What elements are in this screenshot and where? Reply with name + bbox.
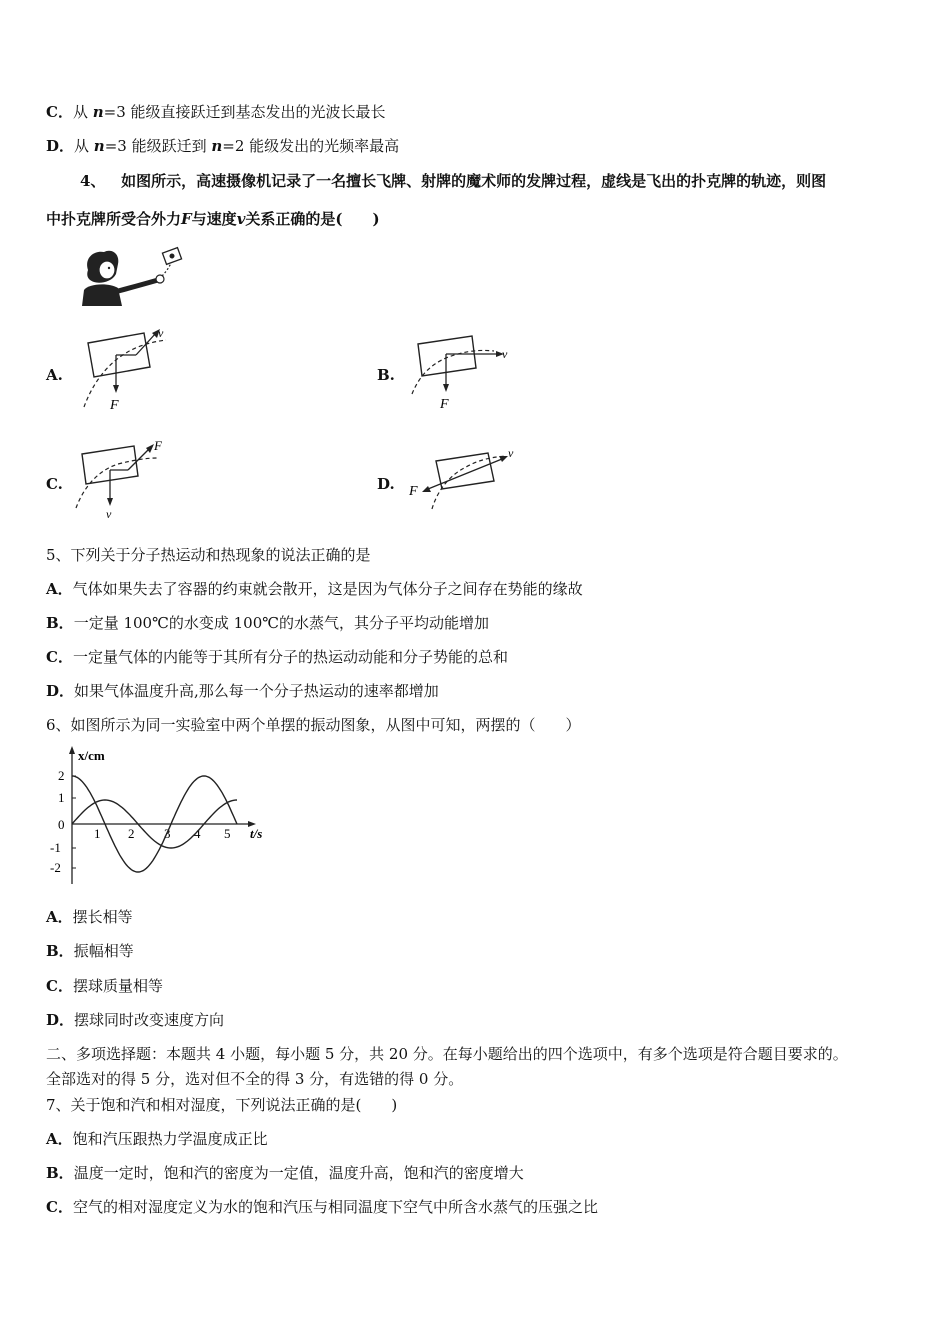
x-tick: 2 bbox=[128, 826, 135, 841]
q5-option-d: D．如果气体温度升高,那么每一个分子热运动的速率都增加 bbox=[46, 682, 439, 700]
x-tick: 5 bbox=[224, 826, 231, 841]
q5-option-c: C．一定量气体的内能等于其所有分子的热运动动能和分子势能的总和 bbox=[46, 648, 508, 666]
q7-stem: 7、关于饱和汽和相对湿度，下列说法正确的是( ) bbox=[46, 1096, 398, 1114]
q7-option-b: B．温度一定时，饱和汽的密度为一定值，温度升高，饱和汽的密度增大 bbox=[46, 1164, 524, 1182]
q4-option-c-label: C. bbox=[46, 475, 63, 493]
y-tick: -1 bbox=[50, 840, 61, 855]
velocity-label: v bbox=[158, 326, 164, 340]
q3-option-d: D．从 n=3 能级跃迁到 n=2 能级发出的光频率最高 bbox=[46, 137, 400, 155]
q6-option-d: D．摆球同时改变速度方向 bbox=[46, 1011, 225, 1029]
q5-stem: 5、下列关于分子热运动和热现象的说法正确的是 bbox=[46, 546, 371, 564]
q7-option-a: A．饱和汽压跟热力学温度成正比 bbox=[46, 1130, 268, 1148]
y-tick: 0 bbox=[58, 817, 65, 832]
q4-option-b-label: B. bbox=[377, 366, 395, 384]
x-tick: 1 bbox=[94, 826, 101, 841]
section2-instructions-line1: 二、多项选择题：本题共 4 小题，每小题 5 分，共 20 分。在每小题给出的四个选项中，有多个选项是符合题目要求的。 bbox=[46, 1045, 848, 1063]
q4-option-b-figure bbox=[408, 330, 518, 415]
q5-option-a: A．气体如果失去了容器的约束就会散开，这是因为气体分子之间存在势能的缘故 bbox=[46, 580, 583, 598]
force-label: F bbox=[110, 398, 119, 413]
q4-stem-line1: 4、 如图所示，高速摄像机记录了一名擅长飞牌、射牌的魔术师的发牌过程，虚线是飞出的扑克牌的轨迹，则图 bbox=[80, 172, 827, 190]
y-axis-label: x/cm bbox=[78, 748, 105, 763]
velocity-label: v bbox=[502, 347, 508, 361]
q6-stem: 6、如图所示为同一实验室中两个单摆的振动图象，从图中可知，两摆的（ ） bbox=[46, 716, 581, 734]
q6-oscillation-graph bbox=[44, 744, 274, 890]
q4-option-d-figure bbox=[406, 443, 526, 513]
q4-option-c-figure bbox=[72, 436, 172, 521]
q4-option-d-label: D. bbox=[377, 475, 395, 493]
q5-option-b: B．一定量 100℃的水变成 100℃的水蒸气，其分子平均动能增加 bbox=[46, 614, 490, 632]
q7-option-c: C．空气的相对湿度定义为水的饱和汽压与相同温度下空气中所含水蒸气的压强之比 bbox=[46, 1198, 598, 1216]
force-label: F bbox=[440, 397, 449, 412]
velocity-label: v bbox=[106, 507, 112, 521]
y-tick: 1 bbox=[58, 790, 65, 805]
q6-option-a: A．摆长相等 bbox=[46, 908, 133, 926]
q6-option-c: C．摆球质量相等 bbox=[46, 977, 163, 995]
y-tick: 2 bbox=[58, 768, 65, 783]
magician-illustration bbox=[78, 240, 198, 308]
y-tick: -2 bbox=[50, 860, 61, 875]
x-axis-label: t/s bbox=[250, 826, 263, 841]
q6-option-b: B．振幅相等 bbox=[46, 942, 134, 960]
q4-number: 4、 bbox=[80, 172, 106, 190]
section2-instructions-line2: 全部选对的得 5 分，选对但不全的得 3 分，有选错的得 0 分。 bbox=[46, 1070, 464, 1088]
x-tick: 4 bbox=[194, 826, 201, 841]
force-label: F bbox=[154, 438, 162, 453]
velocity-label: v bbox=[508, 446, 514, 460]
q4-option-a-figure bbox=[78, 325, 178, 415]
q3-option-c: C．从 n=3 能级直接跃迁到基态发出的光波长最长 bbox=[46, 103, 386, 121]
q4-option-a-label: A. bbox=[46, 366, 63, 384]
x-tick: 3 bbox=[164, 826, 171, 841]
q4-stem-line2: 中扑克牌所受合外力F与速度v关系正确的是( ) bbox=[46, 210, 380, 228]
force-label: F bbox=[409, 484, 418, 499]
